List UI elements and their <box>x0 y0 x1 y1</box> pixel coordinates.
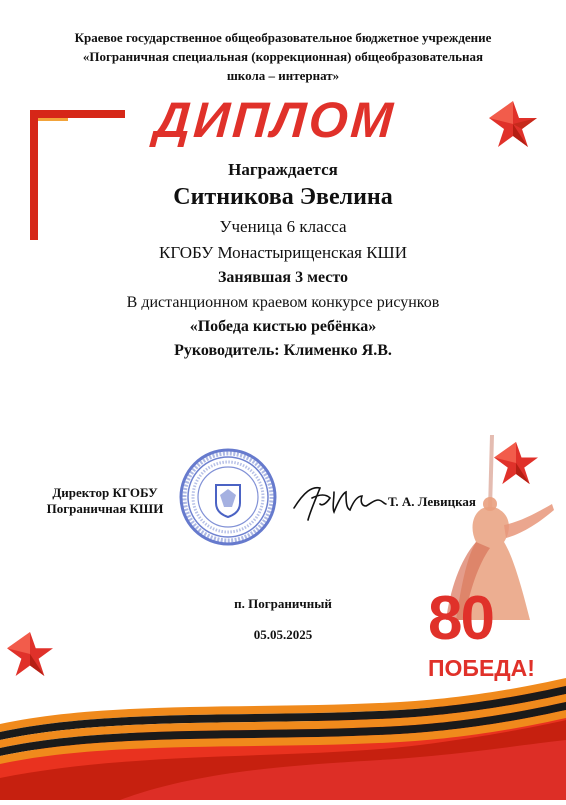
official-stamp-image <box>178 447 278 552</box>
director-line-2: Пограничная КШИ <box>46 501 164 516</box>
diploma-title: ДИПЛОМ <box>152 92 398 148</box>
contest-line: В дистанционном краевом конкурсе рисунков <box>126 294 440 311</box>
st-george-ribbon-decoration <box>0 660 566 805</box>
school-line: КГОБУ Монастырищенская КШИ <box>159 243 407 262</box>
contest-title: «Победа кистью ребёнка» <box>189 318 377 335</box>
director-title <box>30 485 180 517</box>
pupil-line: Ученица 6 класса <box>219 217 347 236</box>
recipient-name: Ситникова Эвелина <box>173 184 393 210</box>
award-label: Награждается <box>228 160 338 179</box>
institution-header <box>0 28 566 85</box>
signer-name: Т. А. Левицкая <box>388 494 476 509</box>
leader-line: Руководитель: Клименко Я.В. <box>174 342 392 359</box>
director-line-1: Директор КГОБУ <box>52 485 158 500</box>
issue-date: 05.05.2025 <box>253 627 313 642</box>
star-icon <box>488 100 538 148</box>
header-line-1: Краевое государственное общеобразовательное бюджетное учреждение <box>74 30 492 45</box>
place-line: Занявшая 3 место <box>217 269 349 286</box>
header-line-3: школа – интернат» <box>226 68 340 83</box>
emblem-number: 80 <box>428 584 493 653</box>
corner-frame-accent <box>38 118 68 121</box>
handwritten-signature <box>290 478 390 528</box>
star-icon <box>493 441 539 485</box>
corner-frame-horizontal <box>30 110 125 118</box>
header-line-2: «Пограничная специальная (коррекционная) общеобразовательная <box>82 49 484 64</box>
town-name: п. Пограничный <box>234 596 332 611</box>
emblem-word: ПОБЕДА! <box>428 655 535 681</box>
